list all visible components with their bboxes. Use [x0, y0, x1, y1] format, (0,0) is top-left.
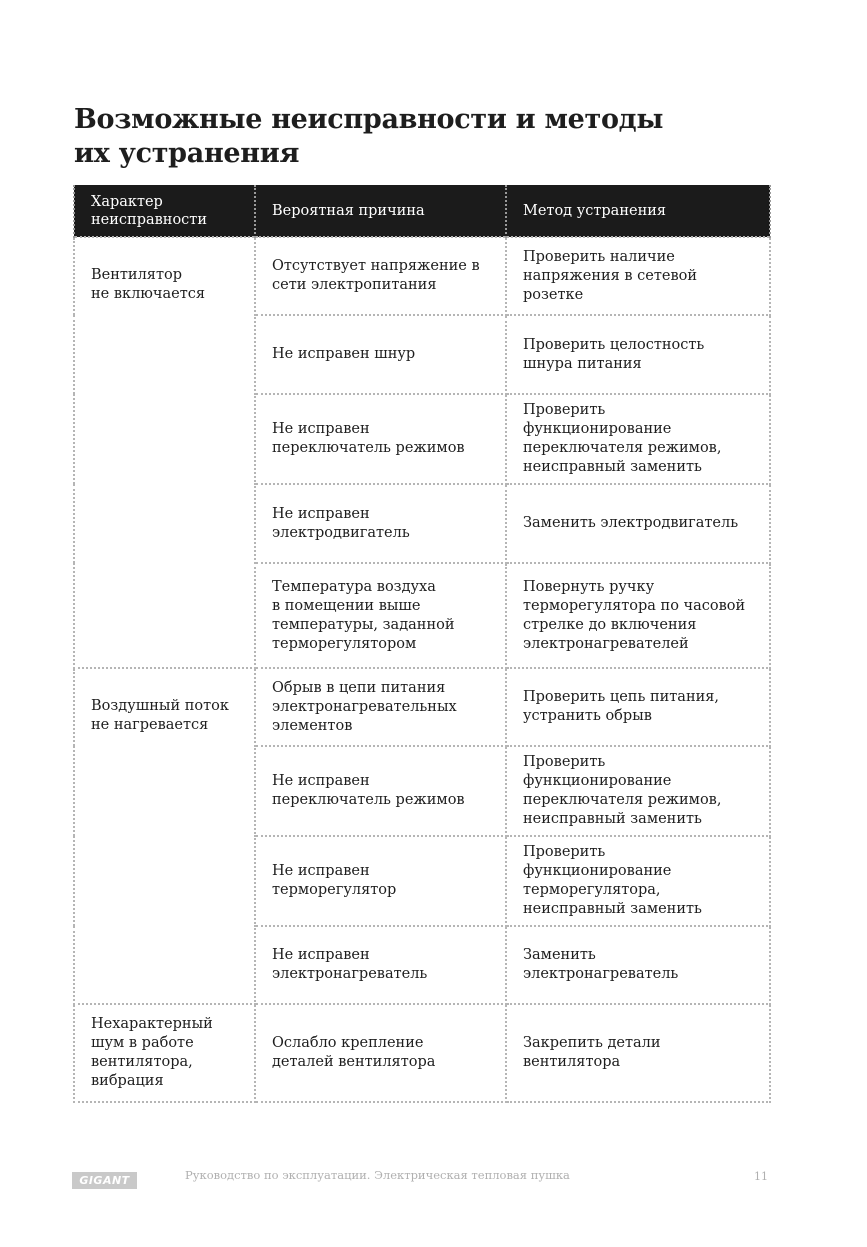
- cause-text-line: электродвигатель: [272, 524, 410, 541]
- remedy-text-line: устранить обрыв: [523, 708, 652, 724]
- remedy-text-line: Заменить: [523, 947, 596, 963]
- cause-text-line: температуры, заданной: [272, 616, 455, 633]
- header-fault-nature-line-1: Характер: [91, 193, 163, 210]
- cause-cell: [255, 836, 506, 926]
- header-fault-nature-line-2: неисправности: [91, 211, 207, 228]
- symptom-cell: [74, 668, 255, 1004]
- symptom-cell: [74, 237, 255, 668]
- remedy-cell: [506, 668, 770, 746]
- cause-text-line: Не исправен: [272, 773, 370, 789]
- symptom-text-line: Вентилятор: [91, 267, 182, 283]
- remedy-text-line: функционирование: [523, 421, 672, 437]
- remedy-text-line: терморегулятора,: [523, 882, 661, 898]
- header-probable-cause: [255, 185, 506, 237]
- header-remedy-method-line-1: Метод устранения: [523, 202, 667, 219]
- cause-cell: [255, 237, 506, 315]
- page-title: [74, 103, 774, 171]
- symptom-text-line: шум в работе: [91, 1035, 194, 1051]
- table-row: [74, 1004, 770, 1102]
- remedy-text-line: функционирование: [523, 773, 672, 789]
- cause-cell: [255, 563, 506, 668]
- cause-text-line: Температура воздуха: [272, 578, 436, 595]
- symptom-text-line: Воздушный поток: [91, 698, 229, 714]
- cause-cell: [255, 394, 506, 484]
- remedy-text-line: шнура питания: [523, 355, 642, 372]
- remedy-text-line: Заменить электродвигатель: [523, 515, 739, 531]
- header-fault-nature: [74, 185, 255, 237]
- symptom-text-line: не нагревается: [91, 717, 209, 733]
- page-title-line-2: их устранения: [74, 138, 300, 169]
- cause-cell: [255, 1004, 506, 1102]
- remedy-text-line: переключателя режимов,: [523, 440, 722, 456]
- page-number: 11: [754, 1170, 768, 1183]
- remedy-cell: [506, 315, 770, 394]
- cause-text-line: Обрыв в цепи питания: [272, 679, 446, 696]
- cause-text-line: Не исправен: [272, 421, 370, 437]
- remedy-text-line: Закрепить детали: [523, 1035, 661, 1051]
- remedy-cell: [506, 1004, 770, 1102]
- cause-cell: [255, 315, 506, 394]
- remedy-text-line: функционирование: [523, 863, 672, 879]
- remedy-text-line: Проверить: [523, 844, 606, 860]
- symptom-text-line: не включается: [91, 286, 206, 302]
- remedy-text-line: неисправный заменить: [523, 901, 702, 917]
- table-row: [74, 668, 770, 746]
- remedy-text-line: напряжения в сетевой: [523, 267, 698, 284]
- cause-text-line: электронагреватель: [272, 966, 428, 982]
- remedy-text-line: неисправный заменить: [523, 811, 702, 827]
- cause-text-line: элементов: [272, 717, 353, 734]
- table-header-row: [74, 185, 770, 237]
- remedy-cell: [506, 394, 770, 484]
- symptom-cell: [74, 1004, 255, 1102]
- cause-cell: [255, 746, 506, 836]
- remedy-cell: [506, 836, 770, 926]
- remedy-cell: [506, 926, 770, 1004]
- remedy-text-line: Повернуть ручку: [523, 578, 655, 595]
- remedy-cell: [506, 746, 770, 836]
- remedy-text-line: Проверить: [523, 402, 606, 418]
- cause-text-line: Не исправен шнур: [272, 346, 416, 362]
- cause-text-line: электронагревательных: [272, 698, 457, 715]
- remedy-text-line: Проверить: [523, 754, 606, 770]
- table-body: [74, 237, 770, 1102]
- remedy-text-line: неисправный заменить: [523, 459, 702, 475]
- cause-text-line: переключатель режимов: [272, 792, 465, 808]
- remedy-text-line: розетке: [523, 286, 584, 303]
- symptom-text-line: вибрация: [91, 1073, 164, 1089]
- cause-text-line: Ослабло крепление: [272, 1035, 424, 1051]
- header-probable-cause-line-1: Вероятная причина: [272, 202, 425, 219]
- remedy-text-line: вентилятора: [523, 1054, 621, 1070]
- cause-text-line: сети электропитания: [272, 277, 437, 293]
- page-title-line-1: Возможные неисправности и методы: [74, 104, 664, 135]
- remedy-cell: [506, 484, 770, 563]
- remedy-text-line: электронагревателей: [523, 635, 689, 652]
- remedy-text-line: Проверить цепь питания,: [523, 689, 720, 705]
- remedy-text-line: Проверить целостность: [523, 336, 705, 353]
- remedy-cell: [506, 563, 770, 668]
- cause-text-line: терморегулятором: [272, 635, 417, 652]
- cause-text-line: терморегулятор: [272, 882, 397, 898]
- cause-cell: [255, 484, 506, 563]
- remedy-text-line: Проверить наличие: [523, 248, 675, 265]
- header-remedy-method: [506, 185, 770, 237]
- remedy-text-line: терморегулятора по часовой: [523, 597, 746, 614]
- cause-text-line: Не исправен: [272, 947, 370, 963]
- troubleshooting-table: [73, 185, 771, 1103]
- cause-text-line: в помещении выше: [272, 597, 421, 614]
- gigant-logo: GIGANT: [72, 1172, 137, 1189]
- table-row: [74, 237, 770, 315]
- cause-text-line: переключатель режимов: [272, 440, 465, 456]
- cause-cell: [255, 926, 506, 1004]
- cause-cell: [255, 668, 506, 746]
- remedy-text-line: переключателя режимов,: [523, 792, 722, 808]
- cause-text-line: Не исправен: [272, 505, 370, 522]
- remedy-text-line: стрелке до включения: [523, 616, 697, 633]
- symptom-text-line: вентилятора,: [91, 1054, 193, 1070]
- cause-text-line: Не исправен: [272, 863, 370, 879]
- symptom-text-line: Нехарактерный: [91, 1016, 213, 1032]
- footer-manual-title: Руководство по эксплуатации. Электрическая тепловая пушка: [185, 1168, 570, 1182]
- remedy-cell: [506, 237, 770, 315]
- cause-text-line: деталей вентилятора: [272, 1054, 436, 1070]
- remedy-text-line: электронагреватель: [523, 966, 679, 982]
- cause-text-line: Отсутствует напряжение в: [272, 258, 480, 274]
